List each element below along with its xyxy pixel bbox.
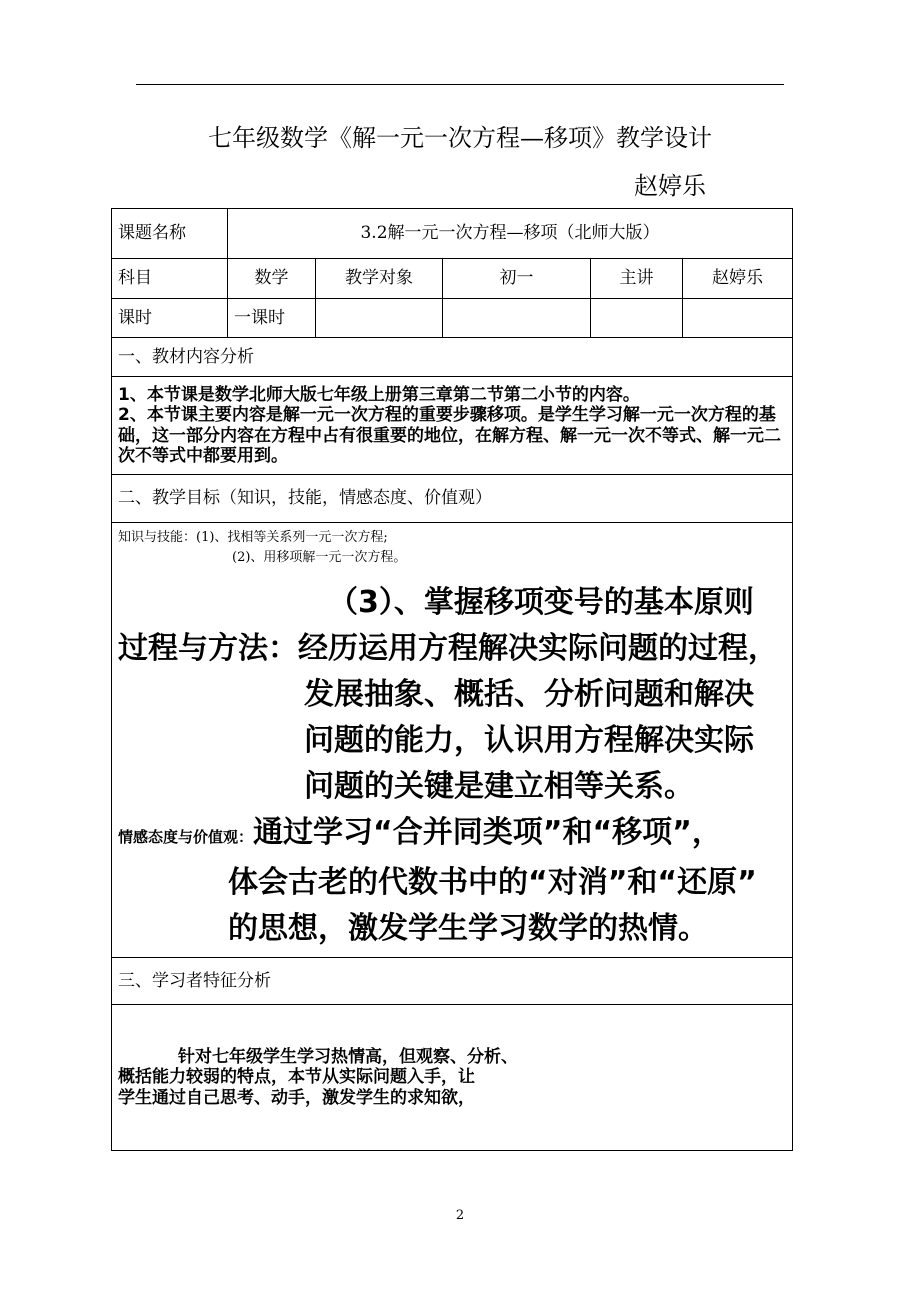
subject-label: 科目 [112, 259, 228, 299]
emotion-line-3: 的思想，激发学生学习数学的热情。 [228, 911, 708, 946]
emotion-line-1 [118, 810, 786, 860]
table-row [112, 259, 793, 299]
section-heading-objectives: 二、教学目标（知识，技能，情感态度、价值观） [112, 475, 793, 523]
table-row [112, 475, 793, 523]
process-line-1 [118, 626, 786, 672]
lecturer-label: 主讲 [591, 259, 683, 299]
section-heading-content-analysis: 一、教材内容分析 [112, 338, 793, 377]
emotion-text-1: 通过学习“合并同类项”和“移项”， [253, 815, 722, 850]
lesson-plan-table [111, 208, 793, 1151]
table-row [112, 209, 793, 259]
emotion-line-2: 体会古老的代数书中的“对消”和“还原” [228, 865, 757, 900]
process-text-1: 经历运用方程解决实际问题的过程， [298, 631, 778, 666]
emotion-label: 情感态度与价值观： [118, 828, 254, 846]
table-row [112, 1005, 793, 1151]
audience-label: 教学对象 [316, 259, 443, 299]
process-line-3: 问题的能力，认识用方程解决实际 [304, 723, 754, 758]
learner-line-2: 概括能力较弱的特点，本节从实际问题入手，让 [118, 1067, 475, 1088]
learner-line-3: 学生通过自己思考、动手，激发学生的求知欲， [118, 1087, 475, 1108]
section-heading-learner-analysis: 三、学习者特征分析 [112, 958, 793, 1005]
page-number: 2 [455, 1208, 465, 1223]
empty-cell [316, 299, 443, 338]
empty-cell [683, 299, 793, 338]
process-line-2: 发展抽象、概括、分析问题和解决 [304, 677, 754, 712]
topic-label: 课题名称 [112, 209, 228, 259]
topic-value: 3.2解一元一次方程—移项（北师大版） [228, 209, 793, 259]
content-analysis-body [112, 377, 793, 475]
learner-line-1: 针对七年级学生学习热情高，但观察、分析、 [178, 1046, 518, 1067]
knowledge-line-1: 知识与技能：(1)、找相等关系列一元一次方程; [118, 530, 388, 545]
process-line-4: 问题的关键是建立相等关系。 [304, 769, 694, 804]
content-analysis-line-2: 2、本节课主要内容是解一元一次方程的重要步骤移项。是学生学习解一元一次方程的基础，这一部分内容在方程中占有很重要的地位，在解方程、解一元一次不等式、解一元二次不等式中都要用到。 [118, 405, 781, 466]
knowledge-line-2: (2)、用移项解一元一次方程。 [232, 550, 407, 565]
empty-cell [591, 299, 683, 338]
objectives-body [112, 523, 793, 958]
table-row [112, 958, 793, 1005]
empty-cell [443, 299, 591, 338]
document-title: 七年级数学《解一元一次方程—移项》教学设计 [208, 124, 712, 152]
hours-label: 课时 [112, 299, 228, 338]
table-row [112, 299, 793, 338]
header-rule [136, 84, 784, 85]
table-row [112, 377, 793, 475]
process-label: 过程与方法： [118, 631, 298, 666]
document-author: 赵婷乐 [634, 172, 706, 200]
lecturer-value: 赵婷乐 [683, 259, 793, 299]
content-analysis-line-1: 1、本节课是数学北师大版七年级上册第三章第二节第二小节的内容。 [118, 384, 640, 405]
hours-value: 一课时 [228, 299, 316, 338]
table-row [112, 338, 793, 377]
table-row [112, 523, 793, 958]
subject-value: 数学 [228, 259, 316, 299]
audience-value: 初一 [443, 259, 591, 299]
learner-analysis-body [112, 1005, 793, 1151]
knowledge-line-3: （3）、掌握移项变号的基本原则 [328, 585, 754, 620]
